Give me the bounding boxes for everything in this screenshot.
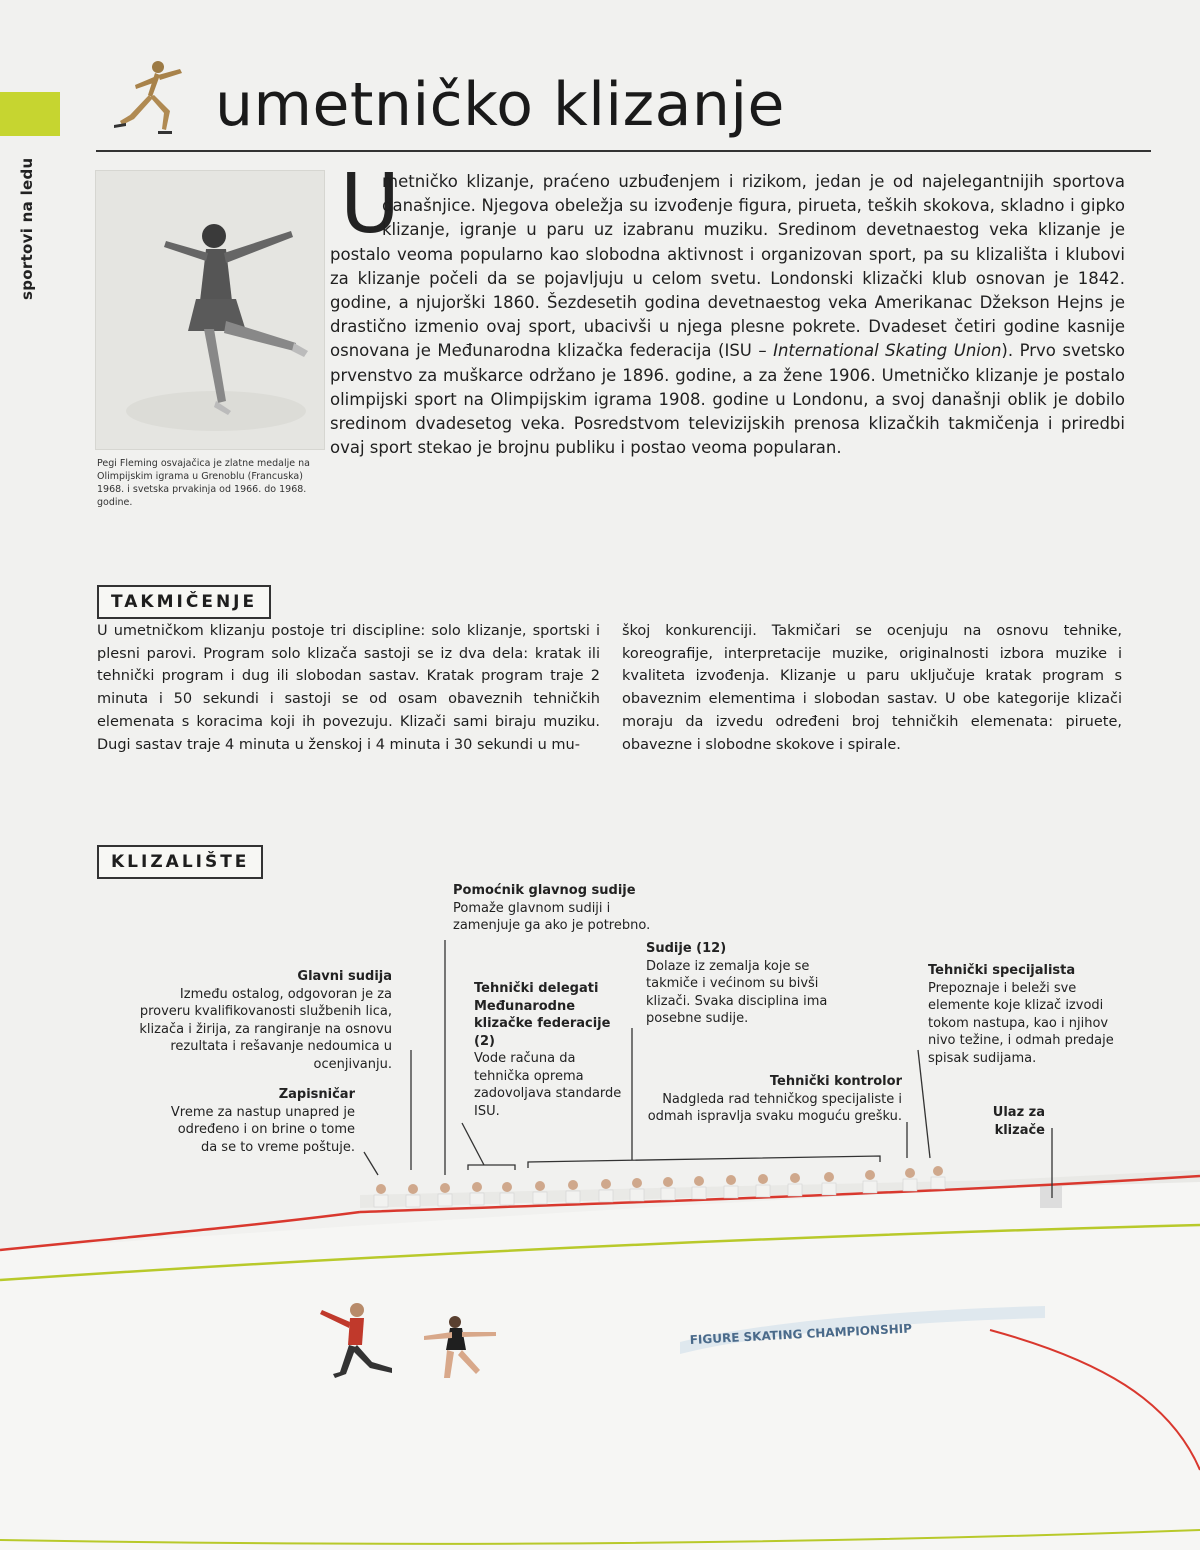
label-technical-specialist [928,962,1128,1067]
photo-caption: Pegi Fleming osvajačica je zlatne medalje na Olimpijskim igrama u Grenoblu (Francuska) 1968. i svetska prvakinja od 1966. do 1968. godine. [97,458,310,508]
label-specialist-title: Tehnički specijalista [928,963,1076,978]
label-delegates-title: Tehnički delegati Međunarodne klizačke federacije (2) [474,981,611,1049]
competition-text-col2: škoj konkurenciji. Takmičari se ocenjuju na osnovu tehnike, koreografije, interpretacije muzike, originalnosti izbora muzike i kvaliteta izvođenja. Klizanje u paru uključuje kratak program s obaveznim elementima i slobodan sastav. U obe kategorije klizači moraju da izvedu određeni broj tehničkih elemenata: piruete, obavezne i slobodne skokove i spirale. [622,623,1122,753]
label-technical-delegates [474,980,624,1120]
intro-italic-text: International Skating Union [773,341,1002,361]
page-title: umetničko klizanje [215,70,785,140]
label-delegates-text: Vode računa da tehnička oprema zadovoljava standarde ISU. [474,1051,622,1119]
label-assistant-text: Pomaže glavnom sudiji i zamenjuje ga ako je potrebno. [453,900,651,933]
intro-text-part1: metničko klizanje, praćeno uzbuđenjem i rizikom, jedan je od najelegantnijih sportova današnjice. Njegova obeležja su izvođenje figura, pirueta, teških skokova, skladno i gipko klizanje, igranje u paru uz izabranu muziku. Sredinom devetnaestog veka klizanje je postalo veoma popularno kao slobodna aktivnost i organizovan sport, pa su klizališta i klubovi za klizanje počeli da se pojavljuju u celom svetu. Londonski klizački klub osnovan je 1842. godine, a njujorški 1860. Šezdesetih godina devetnaestog veka Amerikanac Džekson Hejns je drastično izmenio ovaj sport, ubacivši u njega plesne pokrete. Dvadeset četiri godine kasnije osnovana je Međunarodna klizačka federacija (ISU – [330,172,1125,361]
label-entrance-title: Ulaz za klizače [992,1105,1045,1138]
label-judges-text: Dolaze iz zemalja koje se takmiče i većinom su bivši klizači. Svaka disciplina ima posebne sudije. [646,958,828,1026]
side-tab-label: sportovi na ledu [18,157,36,300]
label-controller-text: Nadgleda rad tehničkog specijaliste i odmah ispravlja svaku moguću grešku. [647,1091,902,1124]
ice-logo-text: FIGURE SKATING CHAMPIONSHIP [689,1321,913,1347]
label-assistant-referee [453,882,653,935]
intro-text-part2: ). Prvo svetsko prvenstvo za muškarce održano je 1896. godine, a za žene 1906. Umetničko klizanje je postalo olimpijski sport na Olimpijskim igrama 1908. godine u Londonu, a svoj današnji oblik je dobilo sredinom dvadesetog veka. Posredstvom televizijskih prenosa klizačkih takmičenja i priredbi ovaj sport stekao je brojnu publiku i postao veoma popularan. [330,341,1125,458]
label-recorder-text: Vreme za nastup unapred je određeno i on brine o tome da se to vreme poštuje. [170,1104,355,1155]
entrance-gate [1040,1186,1062,1208]
label-skaters-entrance [975,1104,1045,1139]
label-technical-controller [640,1073,902,1126]
label-chief-title: Glavni sudija [297,969,392,984]
drop-cap: U [340,157,401,252]
label-controller-title: Tehnički kontrolor [769,1074,902,1089]
section-heading-rink: KLIZALIŠTE [97,845,263,879]
competition-text-col1: U umetničkom klizanju postoje tri discipline: solo klizanje, sportski i plesni parovi. Program solo klizača sastoji se iz dva dela: kratak ili tehnički program i dug ili slobodan sastav. Kratak program traje 2 minuta i 50 sekundi i sastoji se od osam obaveznih tehničkih elemenata s koracima koji ih povezuju. Klizači sami biraju muziku. Dugi sastav traje 4 minuta u ženskoj i 4 minuta i 30 sekundi u mu- [97,623,600,753]
label-chief-text: Između ostalog, odgovoran je za proveru kvalifikovanosti službenih lica, klizača i žirija, za rangiranje na osnovu rezultata i rešavanje nedoumica u ocenjivanju. [139,986,392,1072]
label-judges [646,940,856,1028]
label-chief-referee [130,968,392,1073]
label-assistant-title: Pomoćnik glavnog sudije [453,883,636,898]
label-recorder [160,1086,355,1156]
section-heading-competition: TAKMIČENJE [97,585,271,619]
label-recorder-title: Zapisničar [278,1087,355,1102]
label-specialist-text: Prepoznaje i beleži sve elemente koje klizač izvodi tokom nastupa, kao i njihov nivo težine, i odmah predaje spisak sudijama. [928,980,1114,1066]
label-judges-title: Sudije (12) [646,941,727,956]
